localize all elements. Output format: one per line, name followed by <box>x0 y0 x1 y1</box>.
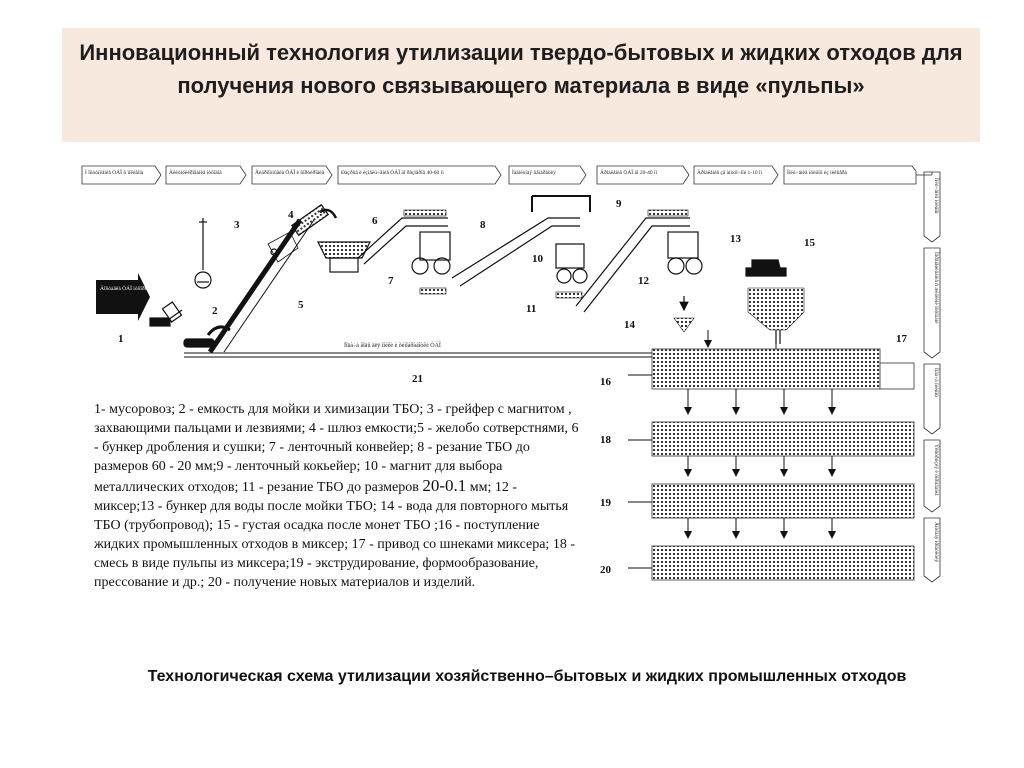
label-14: 14 <box>624 319 635 331</box>
label-15: 15 <box>804 237 815 249</box>
label-7: 7 <box>388 275 394 287</box>
process-box-3 <box>252 166 332 184</box>
label-2: 2 <box>212 305 218 317</box>
label-5: 5 <box>298 299 304 311</box>
vertical-box-3-label: Ïîäà÷à ïóëüïû <box>933 368 939 397</box>
block-16 <box>652 349 880 389</box>
process-box-5 <box>509 166 586 184</box>
label-18: 18 <box>600 434 611 446</box>
process-box-5-label: Ìàãíèòíàÿ ñåïàðàöèÿ <box>512 170 556 176</box>
vertical-box-2 <box>924 248 940 358</box>
water-funnel-icon <box>674 296 694 332</box>
label-6: 6 <box>372 215 378 227</box>
process-box-4 <box>338 166 501 184</box>
label-4: 4 <box>288 209 294 221</box>
label-13: 13 <box>730 233 741 245</box>
vertical-box-4 <box>924 440 941 512</box>
sediment-tank-icon <box>746 260 804 344</box>
label-12: 12 <box>638 275 649 287</box>
process-box-3-label: Ãèäðîîòìûâêà ÒÁÎ è ñîðòèðîâêà <box>255 170 325 176</box>
truck-delivery-box <box>96 273 156 321</box>
label-11: 11 <box>526 303 537 315</box>
vertical-box-4-label: Ýêñòðóçèÿ è ôîðìîâàíèå <box>933 444 939 496</box>
legend-text <box>94 400 580 592</box>
vertical-box-5-label: Ãîòîâàÿ ïðîäóêöèÿ <box>933 522 939 563</box>
garbage-truck-icon <box>150 302 182 326</box>
water-bunker-icon <box>668 232 702 274</box>
process-box-4-label: Ðàçðûâ è èçìåëü÷åíèå ÒÁÎ äî ðàçìåðîâ 40-60 ìì <box>341 170 444 176</box>
block-19 <box>652 484 914 518</box>
process-box-1 <box>82 166 161 184</box>
vertical-box-1 <box>924 172 940 242</box>
pipe-label: Ïîäà÷à âîäû äëÿ ìîéêè è õèìîáðàáîòêè ÒÁÎ <box>344 343 441 349</box>
process-box-7-label: Äðîáëåíèå çä àïòóî÷íîé 1-10 ìì <box>697 170 763 176</box>
process-box-7 <box>694 166 778 184</box>
truck-delivery-label: Äîñòàâêà ÒÁÎ ìóñîðîâîçîì <box>100 286 156 292</box>
process-box-6 <box>597 166 689 184</box>
belt-conveyor-2-icon <box>452 196 590 286</box>
grab-icon <box>195 218 211 288</box>
process-box-2-label: Àêêóìóëèðîâàíèå îòõîäîâ <box>169 170 222 176</box>
label-20: 20 <box>600 564 611 576</box>
equipment <box>150 196 804 352</box>
water-pipe <box>184 341 652 357</box>
block-18 <box>652 422 914 456</box>
label-1: 1 <box>118 333 124 345</box>
caption: Технологическая схема утилизации хозяйственно–бытовых и жидких промышленных отходов <box>147 668 907 685</box>
legend-size-range: 20-0.1 <box>422 476 467 495</box>
legend-part-1: 1- мусоровоз; 2 - емкость для мойки и химизации ТБО; 3 - грейфер с магнитом , захвающими пальцами и лезвиями; 4 - шлюз емкости;5 - желобо сотверстнями, 6 - бункер дробления и сушки; 7 - ленточный конвейер; 8 - резание ТБО до размеров 60 - 20 мм;9 - ленточный кокьейер; 10 - магнит для выбора металлических отходов; 11 - резание ТБО до размеров <box>94 402 579 495</box>
cutter-1-icon <box>412 232 450 294</box>
process-chain <box>82 166 916 184</box>
vertical-box-3 <box>924 364 940 434</box>
block-20 <box>652 546 914 580</box>
block-17 <box>880 363 914 389</box>
mixer-blocks <box>628 330 914 580</box>
process-box-1-label: Ï îñòóïëåíèå ÒÁÎ ñ ïîëèãîíà <box>85 170 144 176</box>
chute-icon <box>210 220 314 352</box>
label-8: 8 <box>480 219 486 231</box>
process-box-2 <box>166 166 246 184</box>
process-box-8 <box>784 166 916 184</box>
belt-conveyor-3-icon <box>576 210 690 312</box>
legend-part-2: мм; 12 - миксер;13 - бункер для воды после мойки ТБО; 14 - вода для повторного мытья ТБО (трубопровод); 15 - густая осадка после монет ТБО ;16 - поступление жидких промышленных отходов в миксер; 17 - привод со шнеками миксера; 18 - смесь в виде пульпы из миксера;19 - экструдирование, формообразование, прессование и др.; 20 - получение новых материалов и изделий. <box>94 480 575 590</box>
label-17: 17 <box>896 333 907 345</box>
process-box-8-label: Ïîëó÷åíèå ïóëüïû èç ìèêñåðà <box>787 170 847 176</box>
crushing-bunker-icon <box>318 242 370 272</box>
label-9: 9 <box>616 198 622 210</box>
process-box-6-label: Äðîáëåíèå ÒÁÎ äî 20-40 ìì <box>600 170 658 176</box>
vertical-box-2-label: Ïåðåìåøèâàíèå ñ æèäêèìè îòõîäàìè <box>933 252 939 324</box>
vertical-box-5 <box>924 518 941 582</box>
vertical-chain <box>924 172 941 582</box>
label-19: 19 <box>600 497 611 509</box>
label-10: 10 <box>532 253 543 265</box>
cutter-2-icon <box>556 244 587 298</box>
label-16: 16 <box>600 376 611 388</box>
slide-title: Инновационный технология утилизации твердо-бытовых и жидких отходов для получения нового связывающего материала в виде «пульпы» <box>79 40 963 98</box>
vertical-box-1-label: Ïîëó÷åíèå ïóëüïû <box>933 178 939 214</box>
label-21: 21 <box>412 373 423 385</box>
label-3: 3 <box>234 219 240 231</box>
